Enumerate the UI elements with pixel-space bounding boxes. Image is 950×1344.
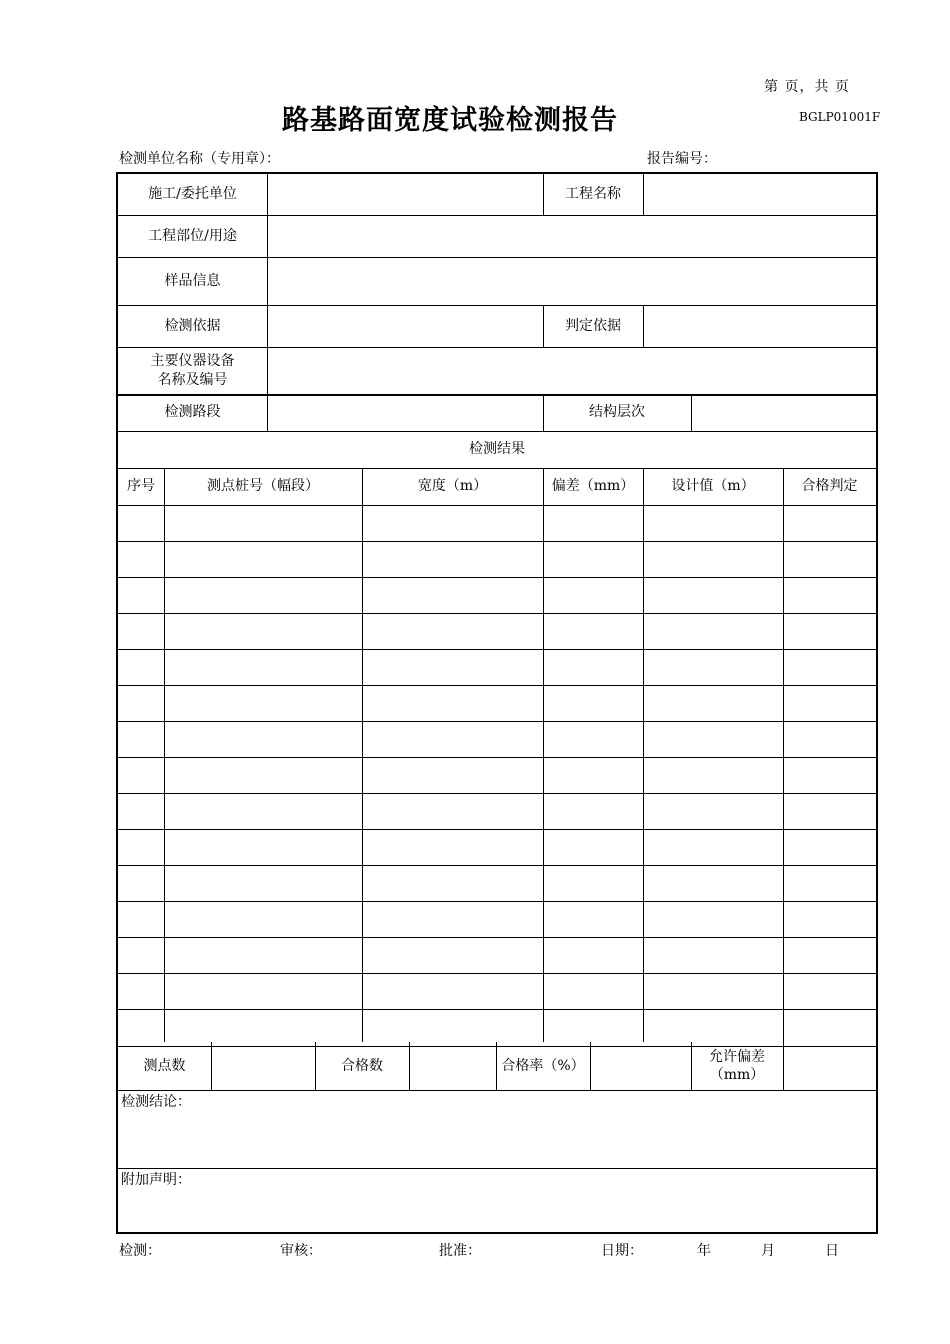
table-row-divider bbox=[118, 577, 876, 578]
table-row-divider bbox=[118, 973, 876, 974]
reviewer-signature-label: 审核： bbox=[280, 1243, 322, 1259]
testing-unit-label: 检测单位名称（专用章）： bbox=[119, 151, 280, 167]
column-header-index: 序号 bbox=[127, 478, 155, 495]
col-divider bbox=[267, 174, 268, 431]
col-divider bbox=[643, 305, 644, 347]
point-count-label: 测点数 bbox=[143, 1057, 186, 1074]
project-name-label: 工程名称 bbox=[565, 186, 621, 203]
structure-layer-label: 结构层次 bbox=[589, 404, 645, 421]
approver-signature-label: 批准： bbox=[439, 1243, 481, 1259]
table-row-divider bbox=[118, 649, 876, 650]
report-number-label: 报告编号： bbox=[647, 151, 717, 167]
col-divider bbox=[783, 1042, 784, 1090]
road-section-label: 检测路段 bbox=[164, 404, 221, 421]
tolerance-label-line1: 允许偏差 bbox=[709, 1048, 765, 1065]
client-label: 施工/委托单位 bbox=[148, 186, 237, 203]
column-header-width: 宽度（m） bbox=[417, 478, 488, 495]
table-row-divider bbox=[118, 613, 876, 614]
column-header-deviation: 偏差（mm） bbox=[551, 478, 635, 495]
row-divider bbox=[118, 1090, 876, 1091]
table-row-divider bbox=[118, 721, 876, 722]
col-divider bbox=[590, 1042, 591, 1090]
tolerance-label bbox=[691, 1042, 783, 1090]
date-label: 日期： bbox=[601, 1243, 643, 1259]
tolerance-label-line2: （mm） bbox=[709, 1067, 765, 1083]
column-header-judgement: 合格判定 bbox=[801, 478, 858, 495]
col-divider bbox=[643, 468, 644, 1042]
col-divider bbox=[691, 394, 692, 431]
equipment-label-line1: 主要仪器设备 bbox=[150, 353, 235, 370]
statement-label: 附加声明： bbox=[121, 1172, 191, 1188]
pass-rate-label: 合格率（%） bbox=[501, 1057, 585, 1074]
judge-basis-label: 判定依据 bbox=[565, 317, 621, 334]
tester-signature-label: 检测： bbox=[119, 1243, 161, 1259]
day-label: 日 bbox=[825, 1243, 839, 1259]
table-row-divider bbox=[118, 505, 876, 506]
col-divider bbox=[362, 468, 363, 1042]
table-row-divider bbox=[118, 1009, 876, 1010]
table-row-divider bbox=[118, 865, 876, 866]
equipment-label bbox=[118, 347, 267, 394]
col-divider bbox=[211, 1042, 212, 1090]
page-number-info: 第 页，共 页 bbox=[764, 79, 850, 95]
table-row-divider bbox=[118, 937, 876, 938]
pass-count-label: 合格数 bbox=[341, 1057, 383, 1074]
table-row-divider bbox=[118, 901, 876, 902]
col-divider bbox=[543, 468, 544, 1042]
col-divider bbox=[643, 174, 644, 215]
equipment-label-line2: 名称及编号 bbox=[157, 371, 228, 388]
col-divider bbox=[783, 468, 784, 1042]
test-basis-label: 检测依据 bbox=[164, 317, 221, 334]
table-row-divider bbox=[118, 541, 876, 542]
col-divider bbox=[409, 1042, 410, 1090]
table-row-divider bbox=[118, 829, 876, 830]
month-label: 月 bbox=[761, 1243, 775, 1259]
table-row-divider bbox=[118, 757, 876, 758]
table-row-divider bbox=[118, 685, 876, 686]
form-code: BGLP01001F bbox=[799, 110, 881, 124]
report-title: 路基路面宽度试验检测报告 bbox=[282, 105, 618, 136]
column-header-design-value: 设计值（m） bbox=[671, 478, 755, 495]
results-title: 检测结果 bbox=[469, 441, 525, 458]
row-divider bbox=[118, 1168, 876, 1169]
conclusion-label: 检测结论： bbox=[121, 1094, 191, 1110]
column-header-station: 测点桩号（幅段） bbox=[207, 478, 319, 495]
col-divider bbox=[164, 468, 165, 1042]
sample-info-label: 样品信息 bbox=[164, 272, 221, 289]
report-form bbox=[116, 172, 878, 1234]
table-row-divider bbox=[118, 793, 876, 794]
year-label: 年 bbox=[697, 1243, 711, 1259]
project-part-label: 工程部位/用途 bbox=[148, 227, 237, 244]
